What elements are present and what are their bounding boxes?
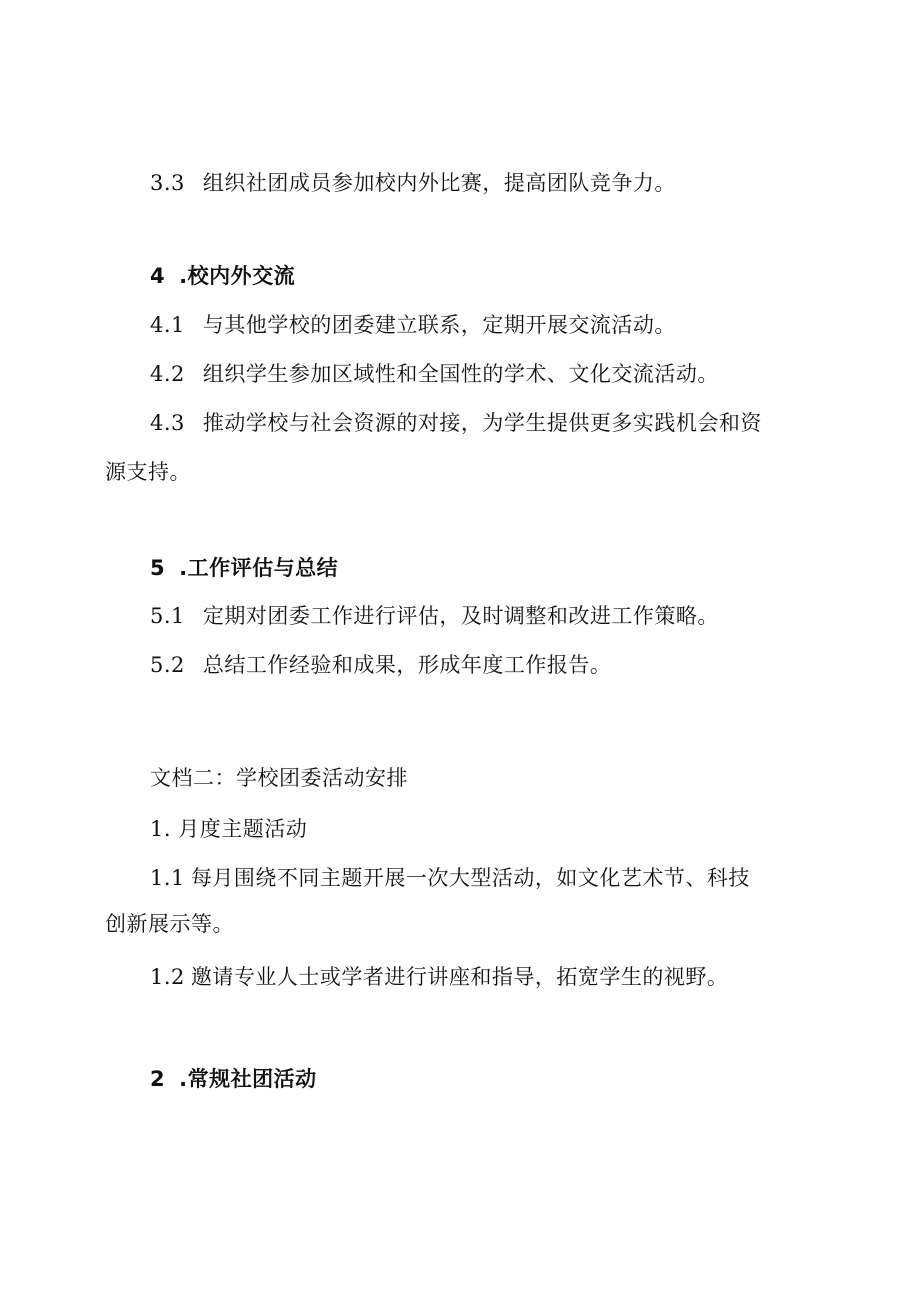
item-text: 推动学校与社会资源的对接，为学生提供更多实践机会和资	[202, 411, 762, 435]
item-text: 源支持。	[105, 460, 191, 484]
paragraph-1-1	[150, 865, 750, 891]
item-number: 3.3	[150, 171, 185, 195]
section-number: 2	[150, 1067, 166, 1091]
section-title: .常规社团活动	[179, 1067, 317, 1091]
paragraph-5-1	[150, 603, 719, 629]
section-number: 5	[150, 556, 166, 580]
paragraph-4-1	[150, 312, 676, 338]
paragraph-1-1-continuation	[105, 911, 234, 937]
item-text: 每月围绕不同主题开展一次大型活动，如文化艺术节、科技	[190, 866, 750, 890]
section-title: 1. 月度主题活动	[150, 817, 308, 841]
item-text: 定期对团委工作进行评估，及时调整和改进工作策略。	[202, 604, 719, 628]
paragraph-4-2	[150, 361, 719, 387]
section-heading-4	[150, 263, 295, 289]
paragraph-4-3-continuation	[105, 459, 191, 485]
item-number: 4.1	[150, 313, 185, 337]
item-number: 5.2	[150, 653, 185, 677]
item-number: 4.2	[150, 362, 185, 386]
doc2-title-text: 文档二：学校团委活动安排	[150, 766, 408, 790]
section-title: .工作评估与总结	[179, 556, 339, 580]
doc2-section-2-heading	[150, 1066, 317, 1092]
doc2-title	[150, 765, 408, 791]
item-number: 5.1	[150, 604, 185, 628]
item-text: 组织学生参加区域性和全国性的学术、文化交流活动。	[202, 362, 719, 386]
doc2-section-1-heading	[150, 816, 307, 842]
item-text: 与其他学校的团委建立联系，定期开展交流活动。	[202, 313, 676, 337]
item-text: 邀请专业人士或学者进行讲座和指导，拓宽学生的视野。	[190, 965, 729, 989]
item-text: 组织社团成员参加校内外比赛，提高团队竞争力。	[202, 171, 676, 195]
item-text: 总结工作经验和成果，形成年度工作报告。	[202, 653, 612, 677]
section-title: .校内外交流	[179, 264, 296, 288]
paragraph-3-3	[150, 170, 676, 196]
paragraph-5-2	[150, 652, 611, 678]
section-number: 4	[150, 264, 166, 288]
item-number: 4.3	[150, 411, 185, 435]
item-text: 创新展示等。	[105, 912, 234, 936]
paragraph-4-3	[150, 410, 762, 436]
section-heading-5	[150, 555, 338, 581]
item-number: 1.2	[150, 965, 185, 989]
paragraph-1-2	[150, 964, 728, 990]
item-number: 1.1	[150, 866, 185, 890]
